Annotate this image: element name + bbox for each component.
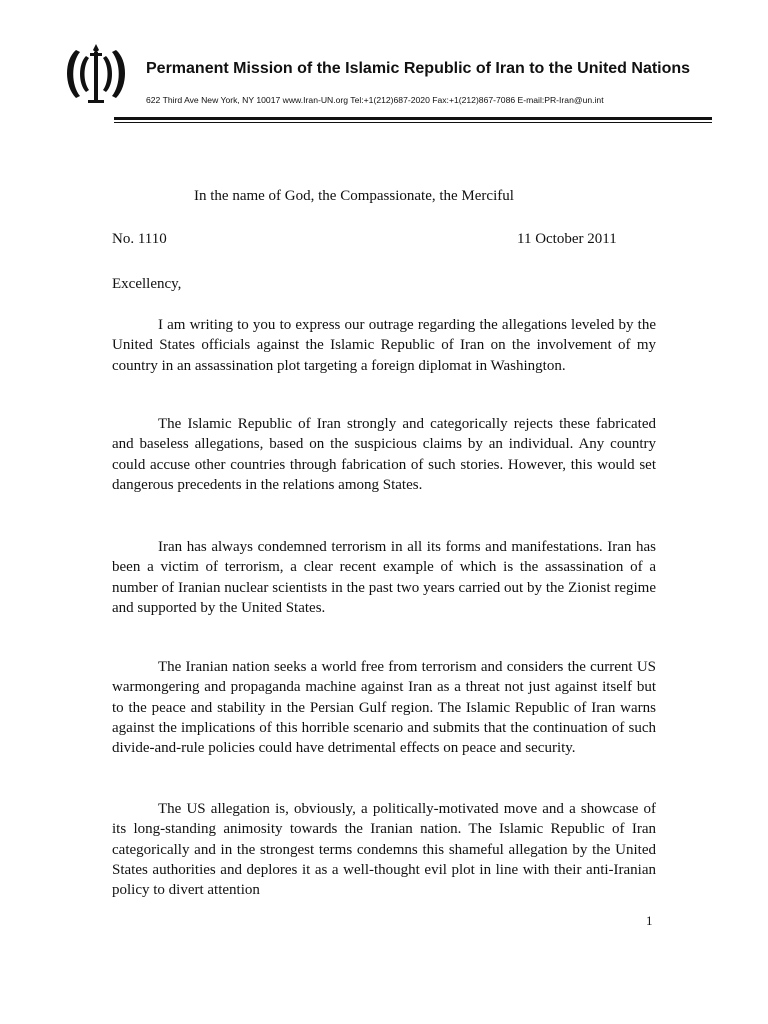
paragraph-1: I am writing to you to express our outrage regarding the allegations leveled by the United States officials against the Islamic Republic of Iran on the involvement of my country in an assassination plot targeting a foreign diplomat in Washington. [112,317,656,374]
mission-name: Permanent Mission of the Islamic Republic of Iran to the United Nations [146,60,691,77]
contact-line: 622 Third Ave New York, NY 10017 www.Iran-UN.org Tel:+1(212)687-2020 Fax:+1(212)867-7086 E-mail:PR-Iran@un.int [146,95,604,105]
reference-number: No. 1110 [112,231,167,247]
page-number: 1 [646,913,653,928]
letter-date: 11 October 2011 [517,231,617,247]
letterhead-divider-thin [114,122,712,123]
salutation: Excellency, [112,276,182,292]
paragraph-2: The Islamic Republic of Iran strongly and categorically rejects these fabricated and baseless allegations, based on the suspicious claims by an individual. Any country could accuse other countries through fabrication of such stories. However, this would set dangerous precedents in the relations among States. [112,416,656,493]
iran-emblem-icon [62,42,130,106]
paragraph-4: The Iranian nation seeks a world free from terrorism and considers the current US warmongering and propaganda machine against Iran as a threat not just against itself but to the peace and stability in the Persian Gulf region. The Islamic Republic of Iran warns against the implications of this horrible scenario and submits that the continuation of such divide-and-rule policies could have detrimental effects on peace and security. [112,659,656,757]
paragraph-3: Iran has always condemned terrorism in all its forms and manifestations. Iran has been a victim of terrorism, a clear recent example of which is the assassination of a number of Iranian nuclear scientists in the past two years carried out by the Zionist regime and supported by the United States. [112,539,656,616]
letterhead [60,38,710,118]
invocation: In the name of God, the Compassionate, the Merciful [194,188,514,204]
letterhead-divider-thick [114,117,712,120]
paragraph-5: The US allegation is, obviously, a politically-motivated move and a showcase of its long-standing animosity towards the Iranian nation. The Islamic Republic of Iran categorically and in the strongest terms condemns this shameful allegation by the United States authorities and deplores it as a well-thought evil plot in line with their anti-Iranian policy to divert attention [112,801,656,899]
